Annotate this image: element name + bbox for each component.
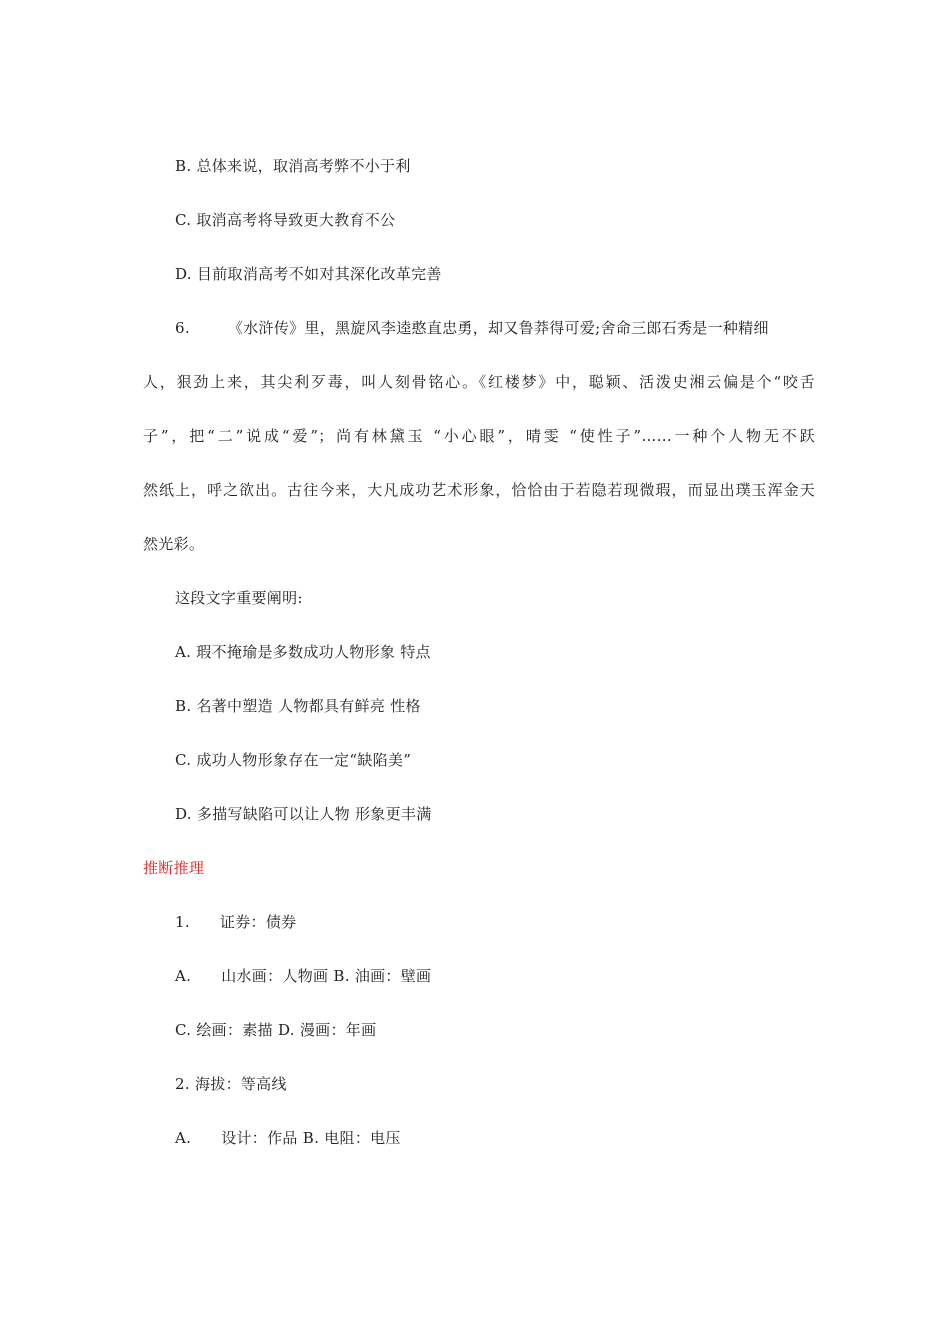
q5-option-c: C. 取消高考将导致更大教育不公 (175, 211, 396, 229)
r2-option-a-line (175, 1128, 401, 1148)
q6-text-line-2: 人，狠劲上来，其尖利歹毒，叫人刻骨铭心。《红楼梦》中，聪颖、活泼史湘云偏是个“咬舌 (143, 373, 815, 391)
q5-option-b: B. 总体来说，取消高考弊不小于利 (175, 157, 411, 175)
r1-number: 1. (175, 913, 190, 931)
r2-option-a-text: 设计：作品 B. 电阻：电压 (221, 1129, 401, 1147)
q6-option-a: A. 瑕不掩瑜是多数成功人物形象 特点 (175, 643, 431, 661)
q6-option-b: B. 名著中塑造 人物都具有鲜亮 性格 (175, 697, 421, 715)
r2-option-a-label: A. (175, 1129, 192, 1147)
q6-number: 6. (175, 319, 190, 337)
r1-stem-line (175, 912, 296, 932)
q6-option-d: D. 多描写缺陷可以让人物 形象更丰满 (175, 805, 432, 823)
r1-option-a-label: A. (175, 967, 192, 985)
q6-first-line (175, 318, 815, 338)
q6-text-line-4: 然纸上，呼之欲出。古往今来，大凡成功艺术形象，恰恰由于若隐若现微瑕，而显出璞玉浑金天 (143, 481, 815, 499)
q6-option-c: C. 成功人物形象存在一定“缺陷美” (175, 751, 412, 769)
q6-text-line-1: 《水浒传》里，黑旋风李逵憨直忠勇，却又鲁莽得可爱;舍命三郎石秀是一种精细 (227, 319, 769, 337)
q6-prompt: 这段文字重要阐明: (175, 589, 303, 607)
r1-option-c-line: C. 绘画：素描 D. 漫画：年画 (175, 1021, 377, 1039)
q6-text-line-5: 然光彩。 (143, 535, 205, 553)
r1-option-a-text: 山水画：人物画 B. 油画：壁画 (221, 967, 432, 985)
r1-stem: 证券：债券 (219, 913, 297, 931)
r2-stem: 2. 海拔：等高线 (175, 1075, 287, 1093)
q6-text-line-3: 子”，把“二”说成“爱”；尚有林黛玉 “小心眼”，晴雯 “使性子”……一种个人物无不跃 (143, 427, 815, 445)
section-heading: 推断推理 (143, 859, 205, 877)
q5-option-d: D. 目前取消高考不如对其深化改革完善 (175, 265, 442, 283)
r1-option-a-line (175, 966, 431, 986)
